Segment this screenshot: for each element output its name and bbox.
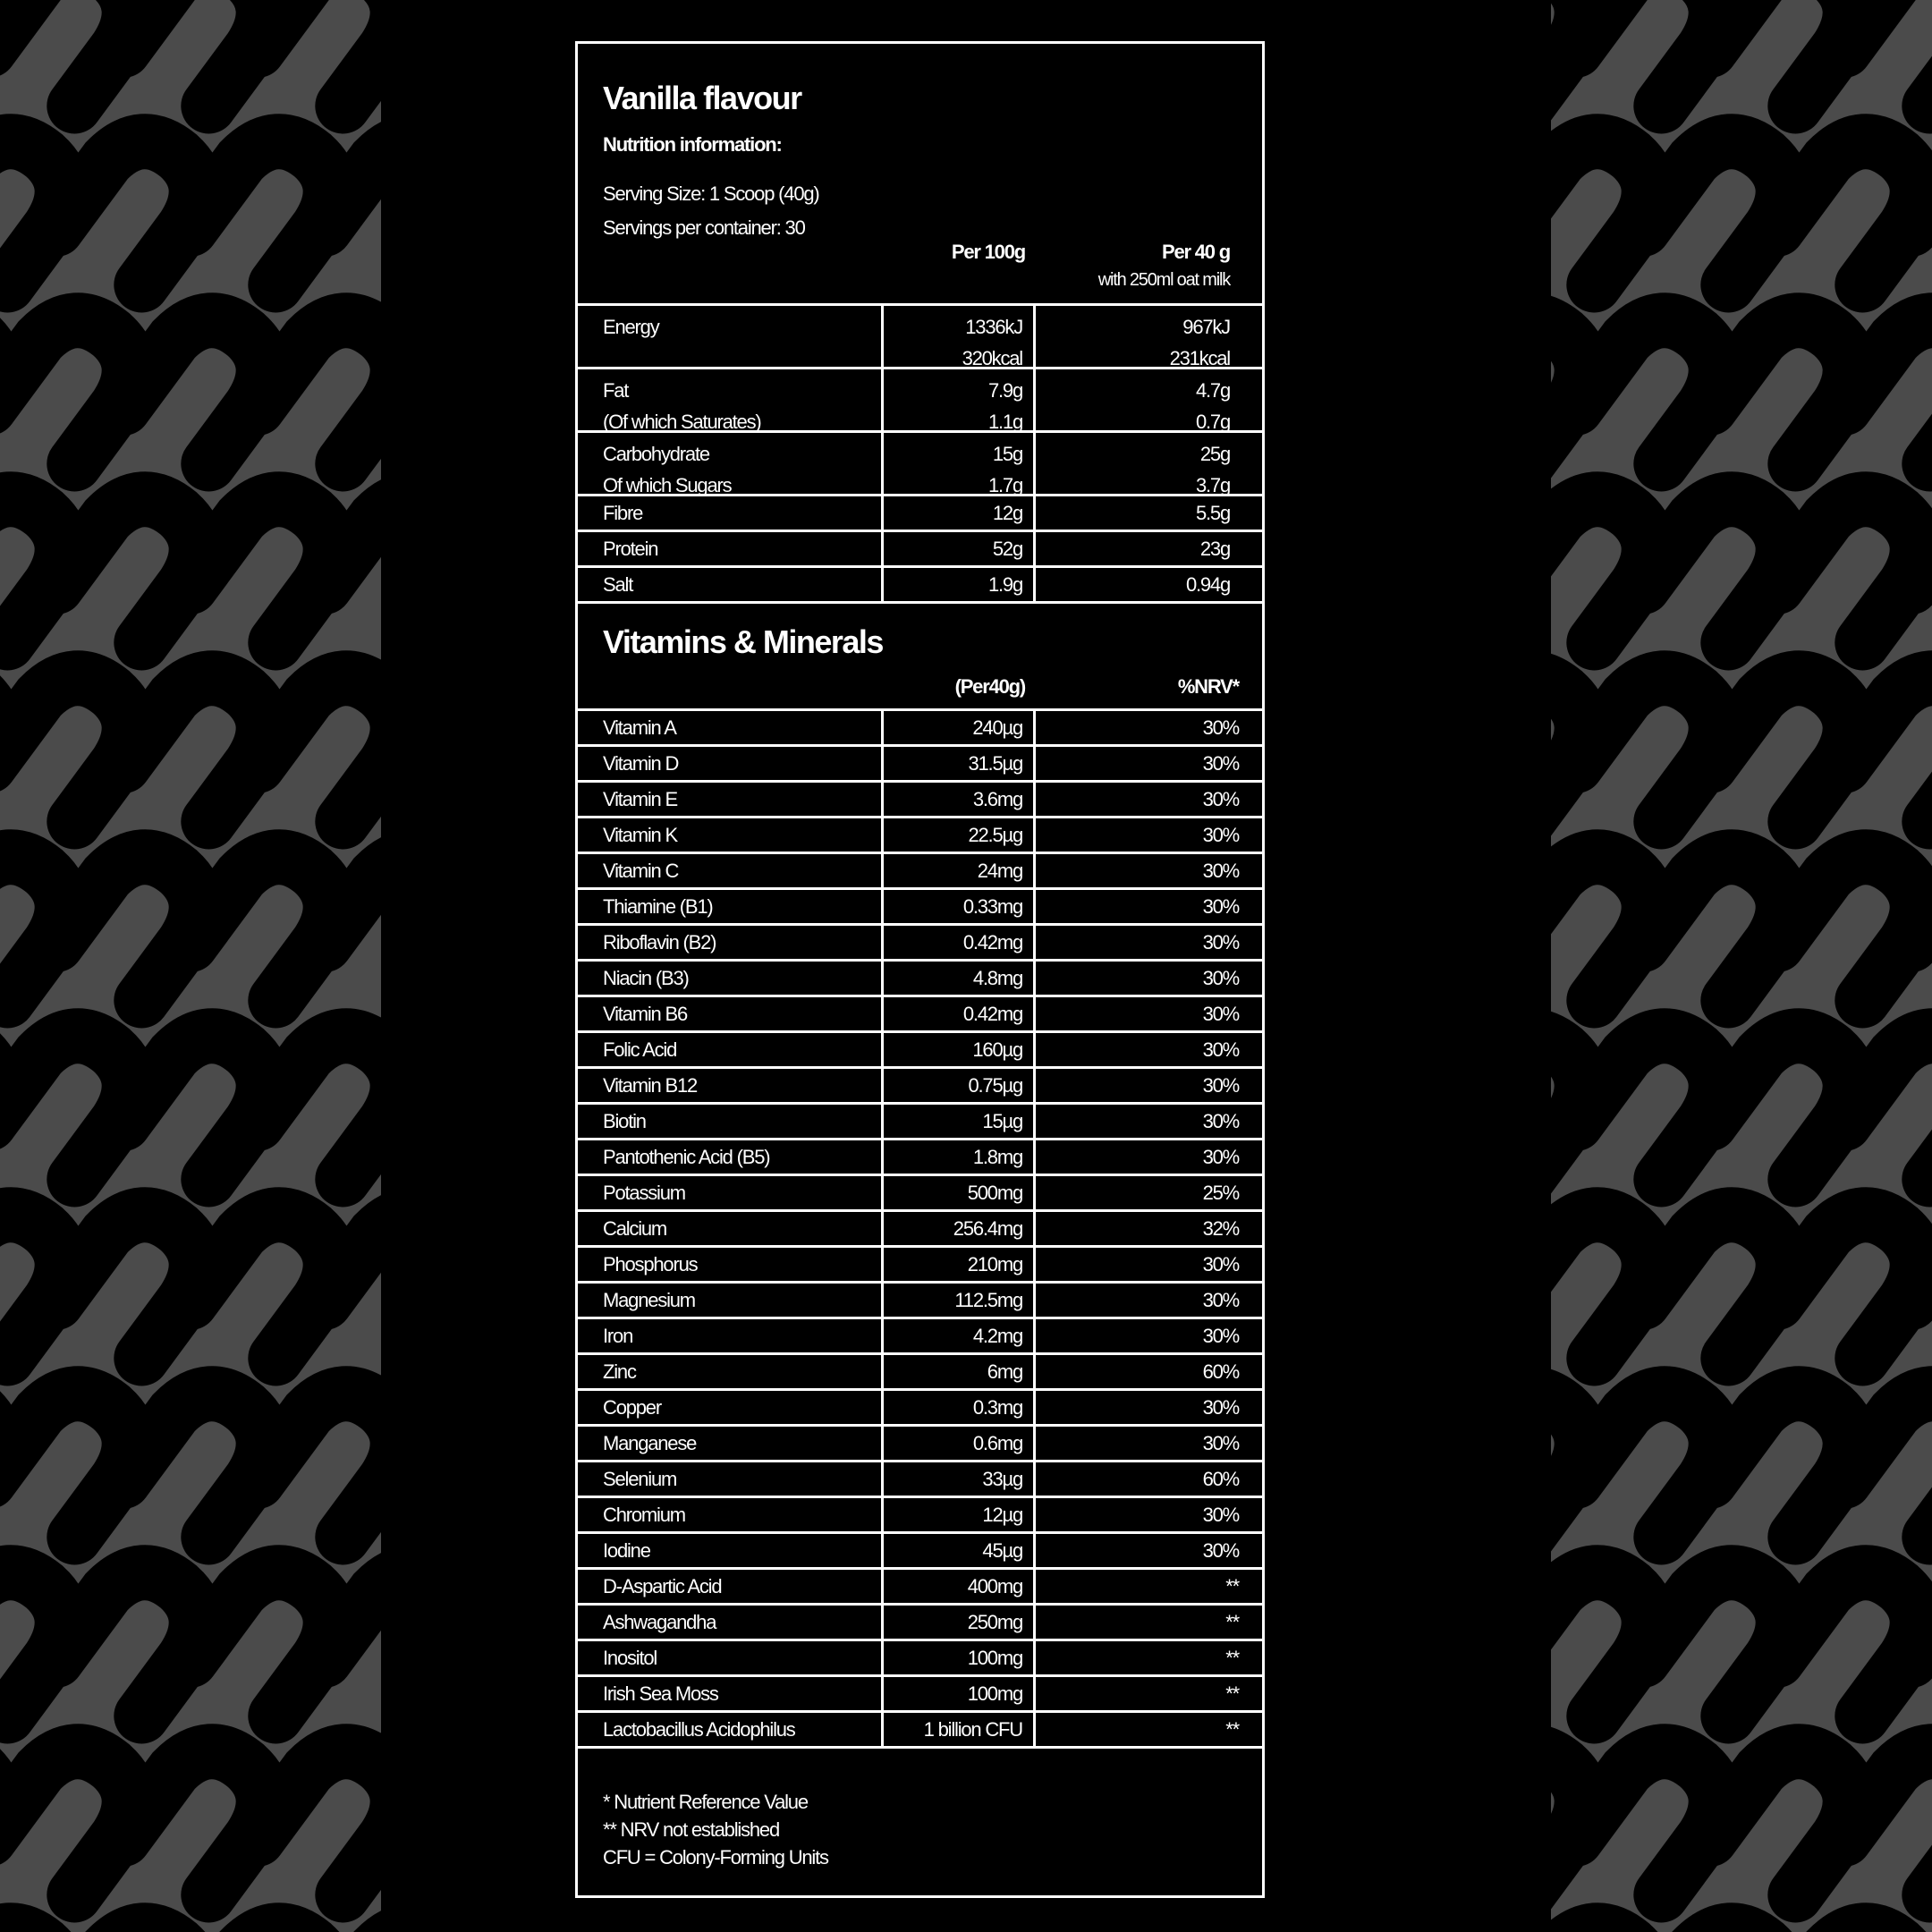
vitamin-row (578, 890, 1262, 926)
vitamin-row (578, 854, 1262, 890)
vitamin-amount: 12µg (884, 1498, 1036, 1531)
vitamins-table (578, 708, 1262, 1749)
nutrient-name-line: Protein (603, 538, 658, 560)
vitamin-row (578, 818, 1262, 854)
vitamin-row (578, 1427, 1262, 1462)
col-header-per40: Per 40 g (1161, 241, 1230, 263)
vitamin-nrv: ** (1225, 1647, 1239, 1669)
value-per100-line: 12g (992, 502, 1022, 524)
vitamin-row (578, 1176, 1262, 1212)
vitamin-nrv: 30% (1202, 824, 1239, 846)
vitamin-name: Thiamine (B1) (578, 890, 884, 923)
vitamin-nrv: 30% (1202, 895, 1239, 918)
vitamin-name: Magnesium (578, 1284, 884, 1317)
vitamin-amount: 160µg (884, 1033, 1036, 1066)
vitamins-title: Vitamins & Minerals (603, 623, 883, 660)
vitamin-nrv: 30% (1202, 1146, 1239, 1168)
vitamin-nrv: 30% (1202, 1504, 1239, 1526)
vitamin-row (578, 783, 1262, 818)
vitamin-nrv: 30% (1202, 788, 1239, 810)
col-header-per100: Per 100g (951, 241, 1025, 263)
vitamin-name: Potassium (578, 1176, 884, 1209)
value-per40 (1036, 369, 1262, 433)
vitamin-name: Manganese (578, 1427, 884, 1460)
vitamin-row (578, 1355, 1262, 1391)
vitamin-nrv: 60% (1202, 1468, 1239, 1490)
vitamin-amount: 1 billion CFU (884, 1713, 1036, 1746)
value-per100-line: 7.9g (987, 379, 1022, 402)
vitamin-name: Niacin (B3) (578, 962, 884, 995)
footnotes (603, 1788, 828, 1871)
vitamin-amount: 24mg (884, 854, 1036, 887)
vitamin-amount: 4.2mg (884, 1319, 1036, 1352)
nutrition-table (578, 303, 1262, 604)
vitamin-nrv: 30% (1202, 1325, 1239, 1347)
nutrition-row (578, 496, 1262, 532)
vitamin-row (578, 962, 1262, 997)
vitamin-nrv: 30% (1202, 1110, 1239, 1132)
vitamin-name: Selenium (578, 1462, 884, 1496)
value-per40 (1036, 496, 1262, 530)
vitamin-row (578, 1641, 1262, 1677)
s-shape-pattern (0, 0, 381, 1932)
vitamin-amount: 6mg (884, 1355, 1036, 1388)
nutrient-name-line: Carbohydrate (603, 443, 709, 465)
nutrient-name-line: (Of which Saturates) (603, 411, 761, 433)
vitamin-name: Iodine (578, 1534, 884, 1567)
vitamin-name: Chromium (578, 1498, 884, 1531)
vitamin-amount: 210mg (884, 1248, 1036, 1281)
footnote-cfu: CFU = Colony-Forming Units (603, 1846, 828, 1868)
vitamin-amount: 0.3mg (884, 1391, 1036, 1424)
nutrition-label (575, 41, 1265, 1898)
vitamin-nrv: 30% (1202, 967, 1239, 989)
servings-per-container: Servings per container: 30 (603, 216, 805, 239)
vitamin-amount: 112.5mg (884, 1284, 1036, 1317)
vitamin-amount: 22.5µg (884, 818, 1036, 852)
value-per100-line: 320kcal (962, 347, 1022, 369)
vitamin-nrv: 30% (1202, 931, 1239, 953)
value-per40-line: 23g (1199, 538, 1230, 560)
vitamin-amount: 240µg (884, 711, 1036, 744)
vitamin-row (578, 1140, 1262, 1176)
value-per40-line: 4.7g (1195, 379, 1230, 402)
vitamin-nrv: ** (1225, 1718, 1239, 1741)
vitamin-name: Calcium (578, 1212, 884, 1245)
vitamin-row (578, 1462, 1262, 1498)
vitamin-row (578, 1713, 1262, 1749)
serving-size: Serving Size: 1 Scoop (40g) (603, 182, 819, 205)
vitamin-row (578, 1534, 1262, 1570)
vitamin-amount: 0.75µg (884, 1069, 1036, 1102)
vitamin-name: Zinc (578, 1355, 884, 1388)
vitamin-row (578, 711, 1262, 747)
vitamin-amount: 250mg (884, 1606, 1036, 1639)
vitamin-name: Copper (578, 1391, 884, 1424)
vitamin-amount: 0.6mg (884, 1427, 1036, 1460)
vitamin-amount: 100mg (884, 1677, 1036, 1710)
nutrient-name-line: Energy (603, 316, 659, 338)
value-per100-line: 1.1g (987, 411, 1022, 433)
vitamin-row (578, 1033, 1262, 1069)
vitamin-row (578, 1105, 1262, 1140)
value-per40-line: 5.5g (1195, 502, 1230, 524)
vitamin-nrv: ** (1225, 1575, 1239, 1597)
vitamin-name: Biotin (578, 1105, 884, 1138)
vitamin-row (578, 1391, 1262, 1427)
value-per100 (884, 532, 1036, 565)
vitamin-name: Iron (578, 1319, 884, 1352)
vitamin-nrv: 30% (1202, 1432, 1239, 1454)
vitamin-row (578, 747, 1262, 783)
vitamin-amount: 1.8mg (884, 1140, 1036, 1174)
vitamin-amount: 31.5µg (884, 747, 1036, 780)
vitamin-nrv: 30% (1202, 1396, 1239, 1419)
nutrient-name-line: Salt (603, 573, 633, 596)
vitamin-name: Pantothenic Acid (B5) (578, 1140, 884, 1174)
vitamin-name: Vitamin A (578, 711, 884, 744)
vitamin-row (578, 1319, 1262, 1355)
vitamin-name: Vitamin B12 (578, 1069, 884, 1102)
nutrient-name-line (603, 341, 881, 344)
nutrient-name (578, 306, 884, 367)
vitamin-amount: 4.8mg (884, 962, 1036, 995)
vitamin-amount: 0.42mg (884, 926, 1036, 959)
vitamin-row (578, 1284, 1262, 1319)
label-subtitle: Nutrition information: (603, 133, 782, 156)
nutrition-row (578, 568, 1262, 604)
vitamin-name: Vitamin E (578, 783, 884, 816)
vitamin-nrv: 60% (1202, 1360, 1239, 1383)
value-per100 (884, 433, 1036, 494)
vm-col-header-nrv: %NRV* (1177, 675, 1239, 698)
vitamin-row (578, 1606, 1262, 1641)
value-per100-line: 1336kJ (965, 316, 1022, 338)
value-per100 (884, 369, 1036, 433)
vitamin-row (578, 1248, 1262, 1284)
vitamin-row (578, 1069, 1262, 1105)
vitamin-amount: 0.33mg (884, 890, 1036, 923)
nutrition-row (578, 369, 1262, 433)
value-per40 (1036, 532, 1262, 565)
vitamin-amount: 33µg (884, 1462, 1036, 1496)
vitamin-nrv: 30% (1202, 1003, 1239, 1025)
vitamin-name: Lactobacillus Acidophilus (578, 1713, 884, 1746)
vitamin-row (578, 1212, 1262, 1248)
vitamin-name: Vitamin C (578, 854, 884, 887)
vitamin-amount: 0.42mg (884, 997, 1036, 1030)
nutrition-row (578, 532, 1262, 568)
vitamin-name: Inositol (578, 1641, 884, 1674)
vitamin-name: Vitamin D (578, 747, 884, 780)
vitamin-nrv: 30% (1202, 1539, 1239, 1562)
vitamin-nrv: 30% (1202, 1074, 1239, 1097)
value-per40 (1036, 306, 1262, 367)
col-header-per40-sub: with 250ml oat milk (1097, 270, 1230, 290)
pattern-panel-right (1551, 0, 1932, 1932)
vitamin-row (578, 926, 1262, 962)
value-per100 (884, 306, 1036, 367)
vitamin-amount: 45µg (884, 1534, 1036, 1567)
vitamin-name: Irish Sea Moss (578, 1677, 884, 1710)
vitamin-name: Folic Acid (578, 1033, 884, 1066)
value-per40-line: 231kcal (1169, 347, 1230, 369)
nutrient-name-line: Fat (603, 379, 629, 402)
pattern-shape (1836, 0, 1932, 114)
vitamin-amount: 100mg (884, 1641, 1036, 1674)
nutrient-name-line: Of which Sugars (603, 474, 732, 496)
value-per40 (1036, 433, 1262, 494)
pattern-panel-left (0, 0, 381, 1932)
vitamin-name: Riboflavin (B2) (578, 926, 884, 959)
nutrition-row (578, 433, 1262, 496)
vitamin-nrv: 32% (1202, 1217, 1239, 1240)
vitamin-nrv: ** (1225, 1611, 1239, 1633)
value-per100 (884, 568, 1036, 601)
footnote-nrv-not-established: ** NRV not established (603, 1818, 779, 1841)
vitamin-nrv: 25% (1202, 1182, 1239, 1204)
vitamin-nrv: 30% (1202, 1038, 1239, 1061)
value-per40 (1036, 568, 1262, 601)
vitamin-nrv: 30% (1202, 716, 1239, 739)
nutrient-name (578, 568, 884, 601)
value-per100 (884, 496, 1036, 530)
nutrition-row (578, 306, 1262, 369)
vitamin-nrv: 30% (1202, 1289, 1239, 1311)
vitamin-amount: 256.4mg (884, 1212, 1036, 1245)
vitamin-name: Vitamin B6 (578, 997, 884, 1030)
vitamin-row (578, 1570, 1262, 1606)
vm-col-header-per40: (Per40g) (954, 675, 1025, 698)
value-per40-line: 3.7g (1195, 474, 1230, 496)
footnote-nrv: * Nutrient Reference Value (603, 1791, 808, 1813)
vitamin-nrv: 30% (1202, 1253, 1239, 1275)
vitamin-nrv: 30% (1202, 860, 1239, 882)
vitamin-nrv: ** (1225, 1682, 1239, 1705)
nutrient-name-line: Fibre (603, 502, 643, 524)
nutrient-name (578, 433, 884, 494)
nutrient-name (578, 496, 884, 530)
value-per40-line: 967kJ (1182, 316, 1230, 338)
value-per40-line: 25g (1199, 443, 1230, 465)
value-per100-line: 52g (992, 538, 1022, 560)
vitamin-nrv: 30% (1202, 752, 1239, 775)
vitamin-amount: 15µg (884, 1105, 1036, 1138)
vitamin-row (578, 1677, 1262, 1713)
vitamin-amount: 500mg (884, 1176, 1036, 1209)
vitamin-row (578, 1498, 1262, 1534)
vitamin-amount: 3.6mg (884, 783, 1036, 816)
vitamin-name: Vitamin K (578, 818, 884, 852)
vitamin-name: Phosphorus (578, 1248, 884, 1281)
vitamin-name: Ashwagandha (578, 1606, 884, 1639)
vitamin-amount: 400mg (884, 1570, 1036, 1603)
nutrient-name (578, 532, 884, 565)
value-per100-line: 1.9g (987, 573, 1022, 596)
value-per40-line: 0.7g (1195, 411, 1230, 433)
vitamin-name: D-Aspartic Acid (578, 1570, 884, 1603)
value-per40-line: 0.94g (1185, 573, 1230, 596)
pattern-shape (250, 0, 381, 114)
value-per100-line: 15g (992, 443, 1022, 465)
nutrient-name (578, 369, 884, 433)
vitamin-row (578, 997, 1262, 1033)
value-per100-line: 1.7g (987, 474, 1022, 496)
label-title: Vanilla flavour (603, 80, 801, 116)
s-shape-pattern (1551, 0, 1932, 1932)
